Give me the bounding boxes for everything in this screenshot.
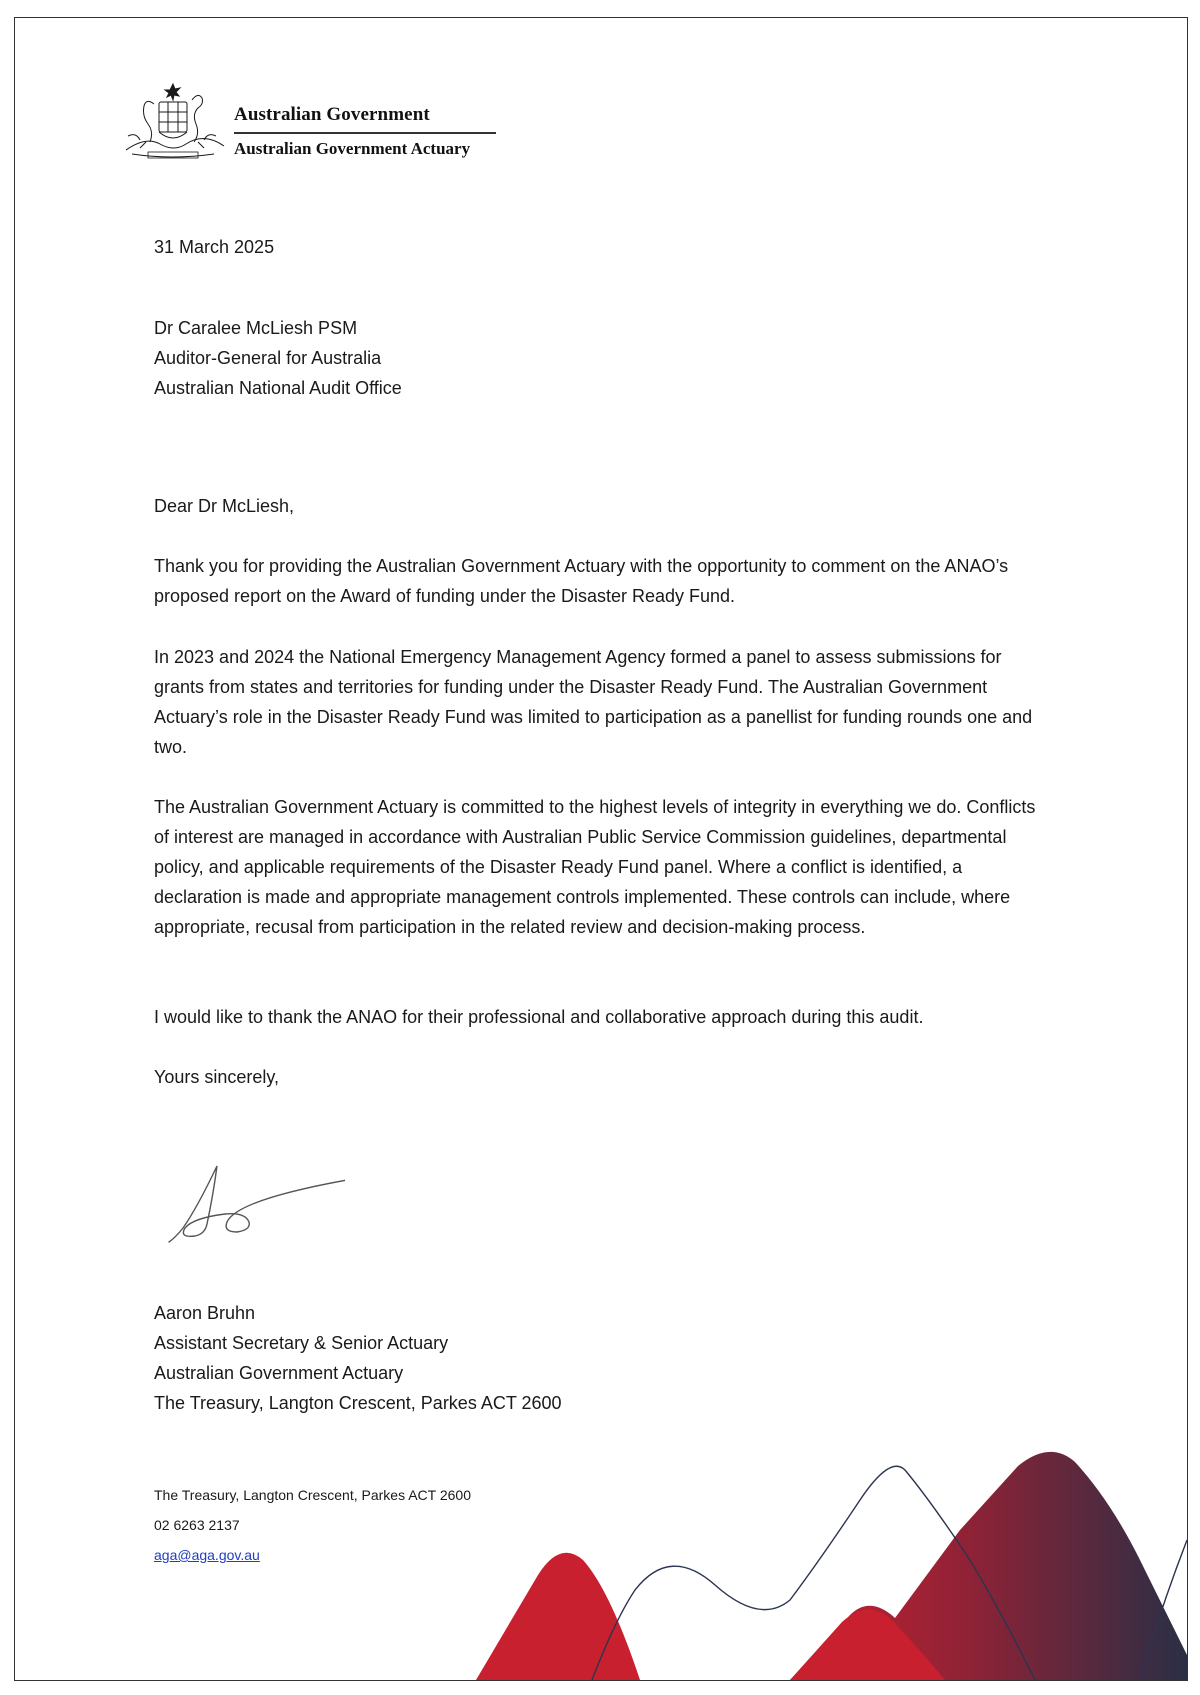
addressee-title: Auditor-General for Australia <box>154 348 382 368</box>
signatory-address: The Treasury, Langton Crescent, Parkes ACT 2600 <box>154 1393 562 1413</box>
footer-phone: 02 6263 2137 <box>154 1517 240 1533</box>
paragraph: The Australian Government Actuary is committed to the highest levels of integrity in everything we do. Conflicts of interest are managed in accordance with Australian Public Service Commission guidelines, departmental policy, and applicable requirements of the Disaster Ready Fund panel. Where a conflict is identified, a declaration is made and appropriate management controls implemented. These controls can include, where appropriate, recusal from participation in the related review and decision-making process. <box>154 797 1036 937</box>
addressee-block <box>154 313 402 403</box>
agency-name: Australian Government Actuary <box>234 139 471 158</box>
signatory-organisation: Australian Government Actuary <box>154 1363 404 1383</box>
closing: Yours sincerely, <box>154 1067 280 1087</box>
coat-of-arms-logo <box>118 80 228 162</box>
signatory-title: Assistant Secretary & Senior Actuary <box>154 1333 449 1353</box>
salutation: Dear Dr McLiesh, <box>154 496 295 516</box>
star-icon <box>165 84 180 100</box>
footer-address: The Treasury, Langton Crescent, Parkes ACT 2600 <box>154 1487 471 1503</box>
addressee-organisation: Australian National Audit Office <box>154 378 402 398</box>
paragraph: In 2023 and 2024 the National Emergency Management Agency formed a panel to assess submissions for grants from states and territories for funding under the Disaster Ready Fund. The Australian Government Actuary’s role in the Disaster Ready Fund was limited to participation as a panellist for funding rounds one and two. <box>154 647 1033 757</box>
letter-date: 31 March 2025 <box>154 237 275 257</box>
addressee-name: Dr Caralee McLiesh PSM <box>154 318 358 338</box>
handwritten-signature <box>165 1150 345 1250</box>
paragraph: I would like to thank the ANAO for their professional and collaborative approach during this audit. <box>154 1007 924 1027</box>
signature-block <box>154 1298 562 1418</box>
footer-email-link[interactable]: aga@aga.gov.au <box>154 1547 260 1563</box>
letterhead-divider <box>234 132 496 134</box>
signatory-name: Aaron Bruhn <box>154 1303 256 1323</box>
government-name: Australian Government <box>234 104 430 125</box>
footer-contact <box>154 1480 471 1570</box>
paragraph: Thank you for providing the Australian Government Actuary with the opportunity to comment on the ANAO’s proposed report on the Award of funding under the Disaster Ready Fund. <box>154 556 1009 606</box>
